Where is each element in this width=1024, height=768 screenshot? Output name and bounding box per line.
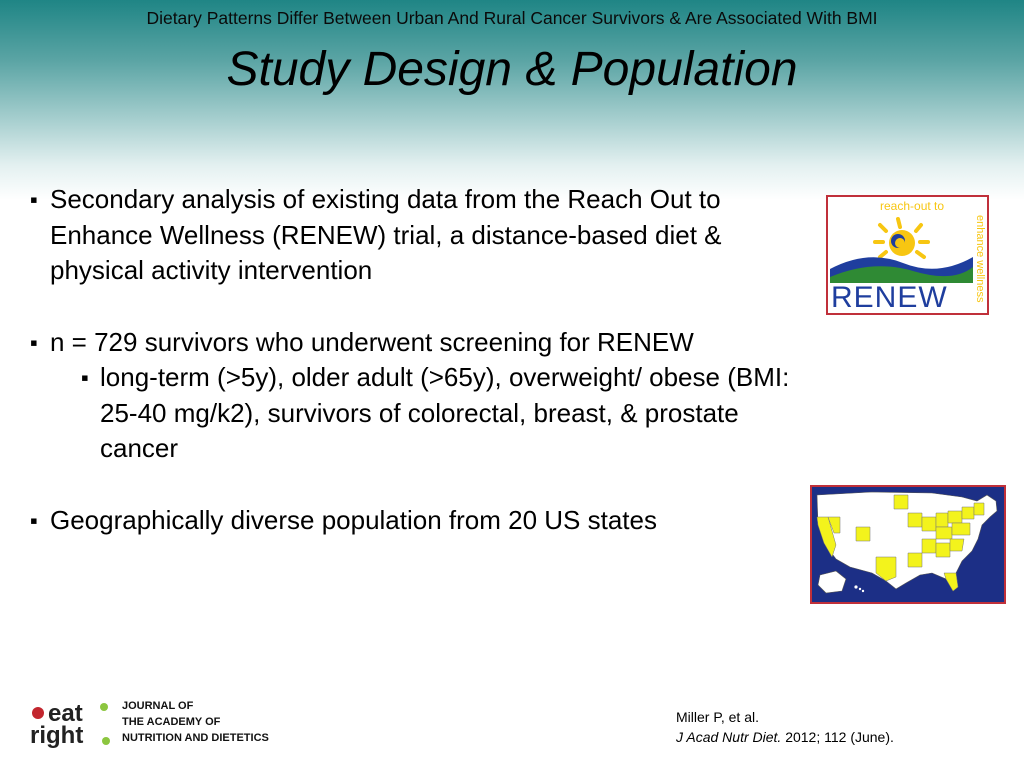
- journal-line-2: THE ACADEMY OF: [122, 716, 221, 728]
- logo-tagline-side: enhance wellness: [974, 215, 986, 303]
- eat-right-logo: [28, 697, 118, 753]
- bullet-list: [30, 182, 810, 538]
- bullet-item: ▪ n = 729 survivors who underwent screening for RENEW: [30, 325, 810, 361]
- citation-details: 2012; 112 (June).: [785, 729, 894, 745]
- bullet-item: ▪ Secondary analysis of existing data from the Reach Out to Enhance Wellness (RENEW) trial, a distance-based diet & physical activity intervention: [30, 182, 810, 289]
- banner-title: Dietary Patterns Differ Between Urban And Rural Cancer Survivors & Are Associated With BMI: [146, 8, 878, 28]
- renew-logo: [826, 195, 989, 315]
- logo-word-eat: eat: [48, 700, 83, 727]
- journal-branding: [28, 697, 358, 755]
- citation-journal: J Acad Nutr Diet.: [676, 729, 782, 745]
- bullet-item: ▪ Geographically diverse population from 20 US states: [30, 503, 810, 539]
- sub-bullet-item: ▪ long-term (>5y), older adult (>65y), overweight/ obese (BMI: 25-40 mg/k2), survivors of colorectal, breast, & prostate cancer: [30, 360, 810, 467]
- journal-line-1: JOURNAL OF: [122, 700, 194, 712]
- logo-wordmark: RENEW: [831, 281, 948, 313]
- sun-icon: [875, 219, 928, 257]
- journal-line-3: NUTRITION AND DIETETICS: [122, 732, 269, 744]
- us-states-map: [810, 485, 1006, 604]
- slide-title: Study Design & Population: [226, 43, 798, 96]
- citation-authors: Miller P, et al.: [676, 709, 759, 725]
- citation: [676, 707, 894, 747]
- logo-tagline-top: reach-out to: [880, 199, 945, 213]
- logo-word-right: right: [30, 722, 84, 749]
